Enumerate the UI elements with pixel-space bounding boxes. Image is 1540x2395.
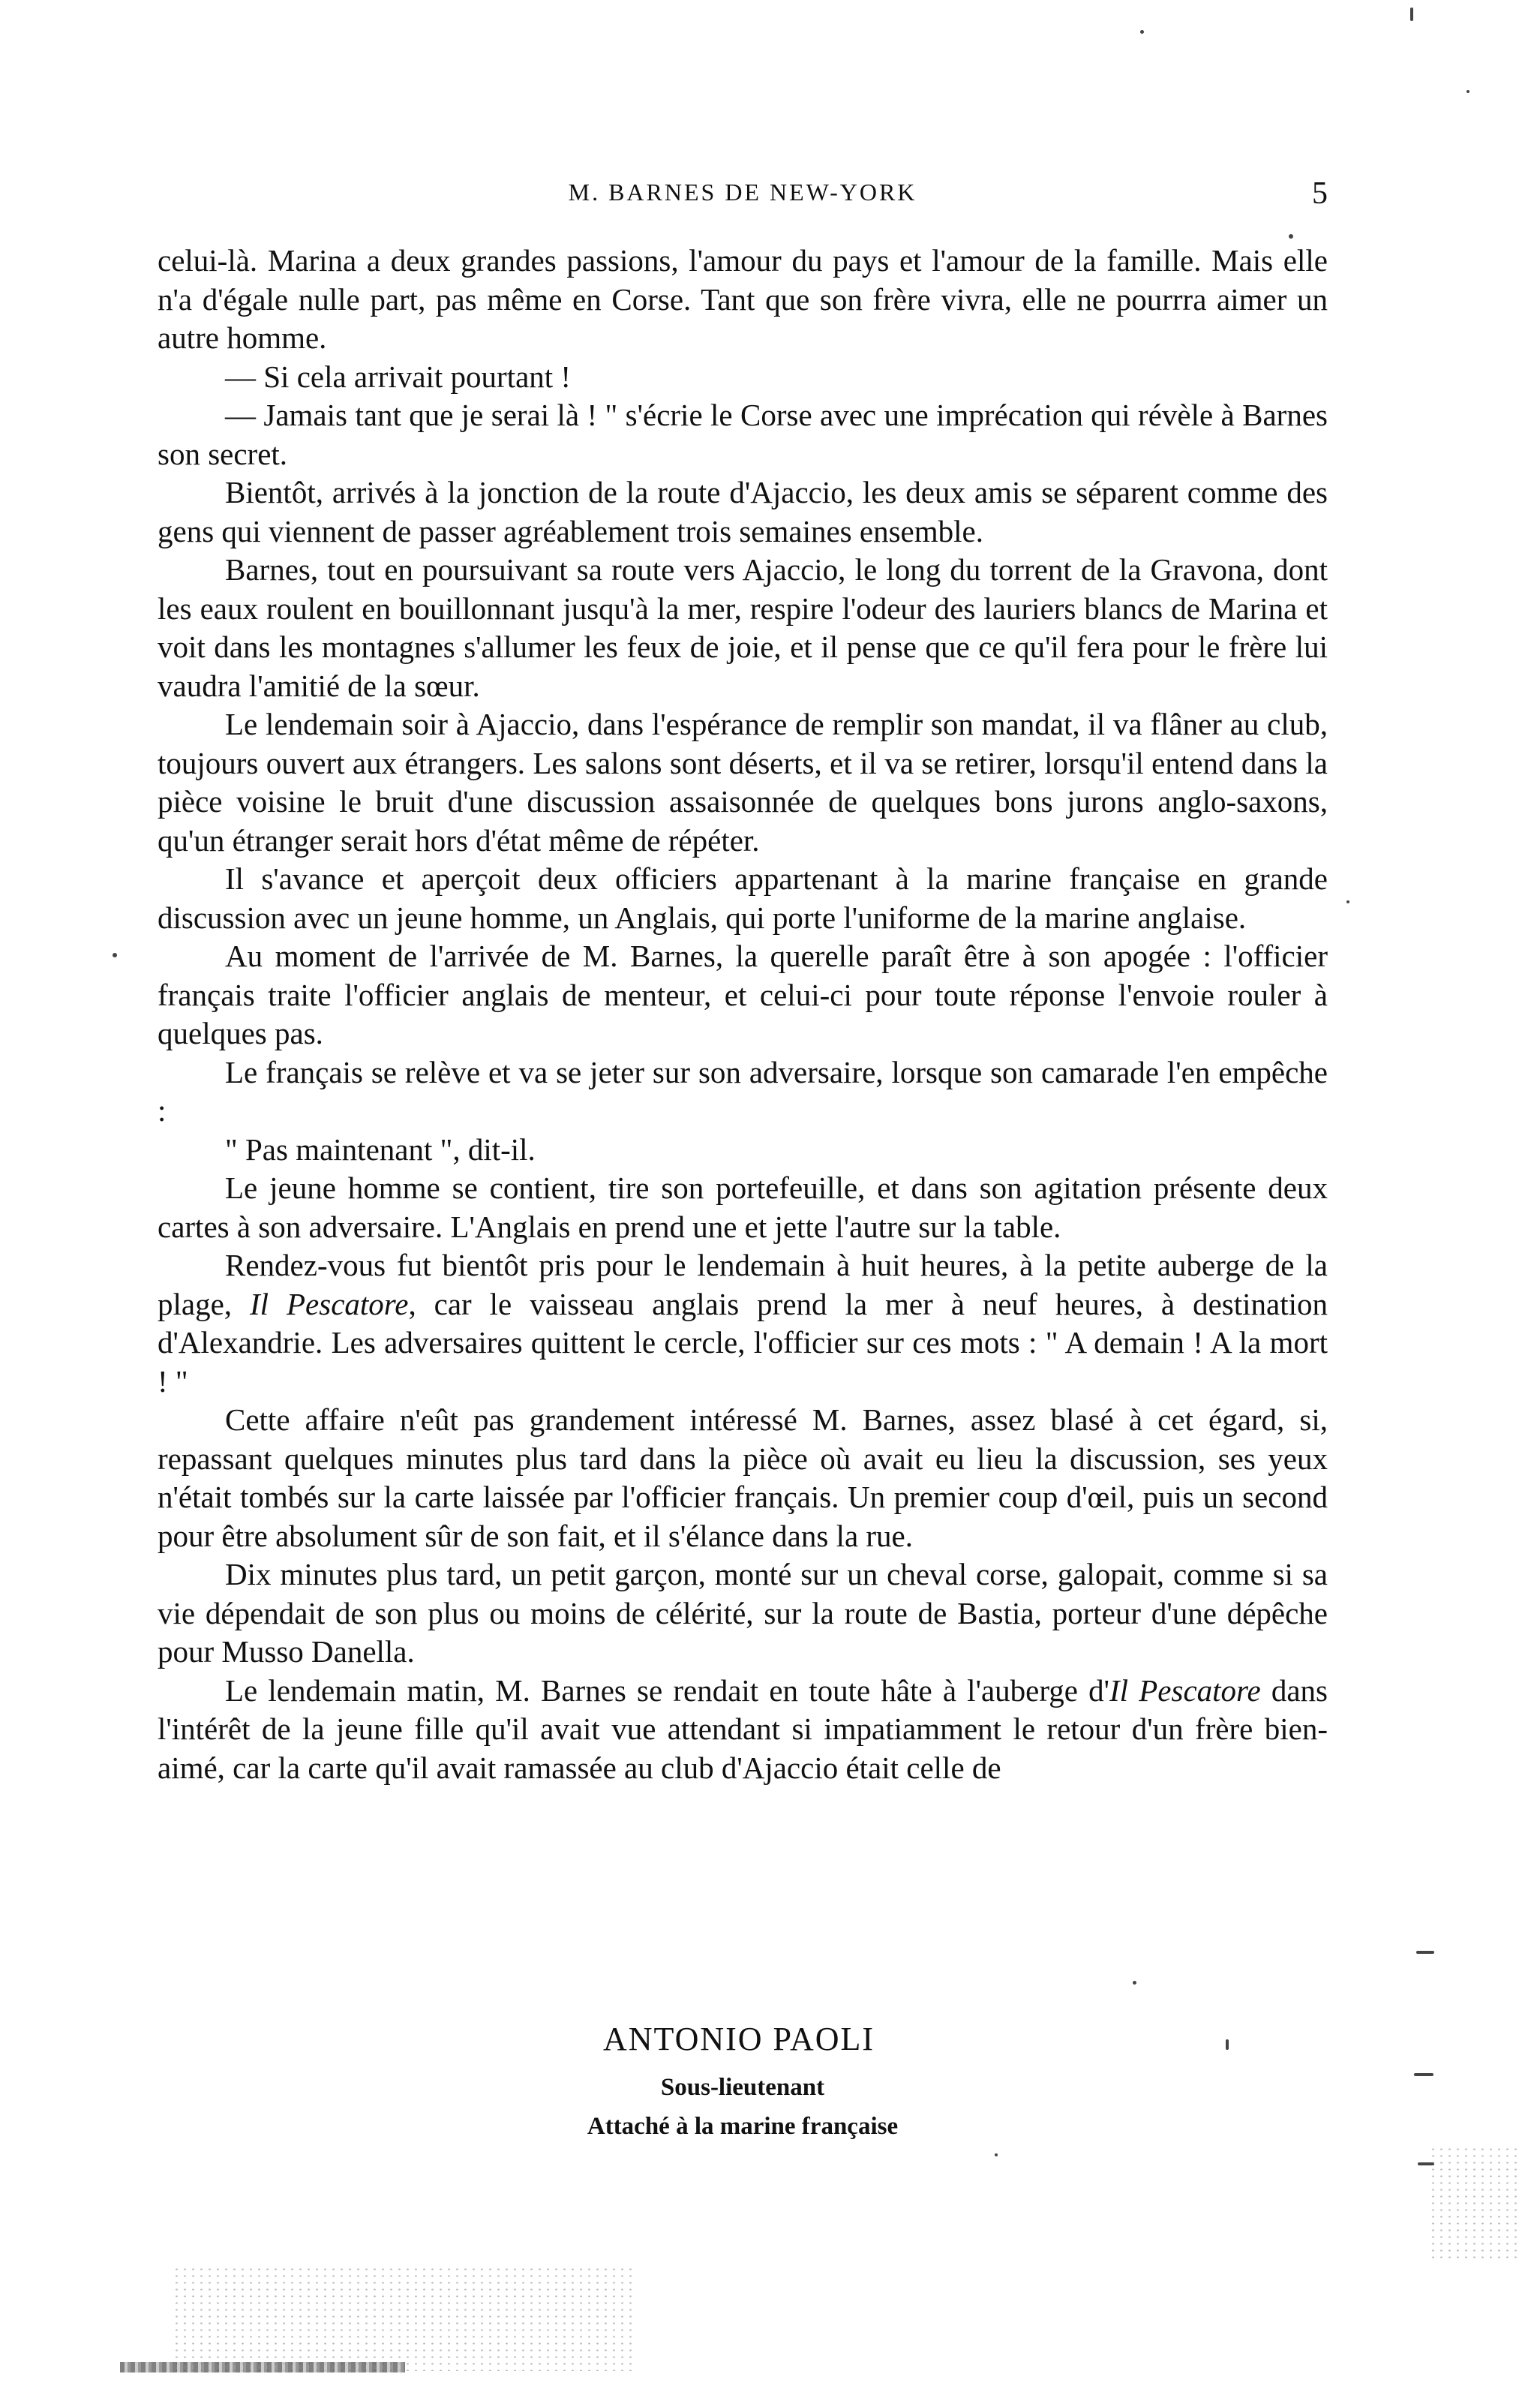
paragraph <box>158 1246 1328 1401</box>
paragraph: Le lendemain soir à Ajaccio, dans l'espérance de remplir son mandat, il va flâner au club, toujours ouvert aux étrangers. Les salons sont déserts, et il va se retirer, lorsqu'il entend dans la pièce voisine le bruit d'une discussion assaisonnée de quelques bons jurons anglo-saxons, qu'un étranger serait hors d'état même de répéter. <box>158 707 1328 858</box>
scan-edge <box>120 2362 405 2372</box>
paragraph: Dix minutes plus tard, un petit garçon, monté sur un cheval corse, galopait, comme si sa vie dépendait de son plus ou moins de célérité, sur la route de Bastia, porteur d'une dépêche pour Musso Danella. <box>158 1557 1328 1669</box>
scan-noise <box>1429 2146 1519 2258</box>
scan-speck <box>1410 8 1413 21</box>
running-head <box>158 176 1328 221</box>
paragraph: — Jamais tant que je serai là ! " s'écrie le Corse avec une imprécation qui révèle à Barnes son secret. <box>158 398 1328 471</box>
signature-rank: Sous-lieutenant <box>660 2074 825 2101</box>
paragraph: " Pas maintenant ", dit-il. <box>225 1131 536 1167</box>
paragraph-text: dans l'intérêt de la jeune fille qu'il avait vue attendant si impatiamment le retour d'un frère bien-aimé, car la carte qu'il avait ramassée au club d'Ajaccio était celle de <box>158 1672 1328 1785</box>
paragraph-text: , car le vaisseau anglais prend la mer à neuf heures, à destination d'Alexandrie. Les adversaires quittent le cercle, l'officier sur ces mots : " A demain ! A la mort ! " <box>158 1286 1328 1399</box>
scan-speck <box>1466 90 1469 93</box>
scan-speck <box>1346 900 1349 903</box>
scan-speck <box>1140 30 1144 34</box>
paragraph: — Si cela arrivait pourtant ! <box>225 359 572 394</box>
signature-block <box>158 2017 1328 2146</box>
scan-noise <box>173 2266 638 2371</box>
paragraph <box>158 1672 1328 1788</box>
italic-title: Il Pescatore <box>1109 1672 1261 1708</box>
body-text <box>158 242 1328 1787</box>
signature-post: Attaché à la marine française <box>587 2113 899 2140</box>
scan-speck <box>1133 1981 1136 1985</box>
paragraph: Bientôt, arrivés à la jonction de la route d'Ajaccio, les deux amis se séparent comme des gens qui viennent de passer agréablement trois semaines ensemble. <box>158 475 1328 548</box>
paragraph: Le jeune homme se contient, tire son portefeuille, et dans son agitation présente deux cartes à son adversaire. L'Anglais en prend une et jette l'autre sur la table. <box>158 1170 1328 1244</box>
scan-speck <box>1416 1951 1434 1954</box>
paragraph: Barnes, tout en poursuivant sa route vers Ajaccio, le long du torrent de la Gravona, dont les eaux roulent en bouillonnant jusqu'à la mer, respire l'odeur des lauriers blancs de Marina et voit dans les montagnes s'allumer les feux de joie, et il pense que ce qu'il fera pour le frère lui vaudra l'amitié de la sœur. <box>158 552 1328 703</box>
paragraph: Le français se relève et va se jeter sur son adversaire, lorsque son camarade l'en empêche : <box>158 1054 1328 1128</box>
scan-speck <box>995 2153 998 2156</box>
paragraph: Il s'avance et aperçoit deux officiers appartenant à la marine française en grande discussion avec un jeune homme, un Anglais, qui porte l'uniforme de la marine anglaise. <box>158 861 1328 935</box>
scan-speck <box>113 953 117 957</box>
italic-title: Il Pescatore <box>250 1286 409 1321</box>
signature-name: ANTONIO PAOLI <box>602 2021 875 2057</box>
paragraph: Au moment de l'arrivée de M. Barnes, la querelle paraît être à son apogée : l'officier français traite l'officier anglais de menteur, et celui-ci pour toute réponse l'envoie rouler à quelques pas. <box>158 939 1328 1050</box>
paragraph: celui-là. Marina a deux grandes passions, l'amour du pays et l'amour de la famille. Mais elle n'a d'égale nulle part, pas même en Corse. Tant que son frère vivra, elle ne pourrra aimer un autre homme. <box>158 243 1328 355</box>
scan-speck <box>1414 2073 1433 2076</box>
running-title: M. BARNES DE NEW-YORK <box>568 179 917 206</box>
paragraph: Cette affaire n'eût pas grandement intéressé M. Barnes, assez blasé à cet égard, si, repassant quelques minutes plus tard dans la pièce où avait eu lieu la discussion, ses yeux n'était tombés sur la carte laissée par l'officier français. Un premier coup d'œil, puis un second pour être absolument sûr de son fait, et il s'élance dans la rue. <box>158 1402 1328 1553</box>
paragraph-text: Rendez-vous fut bientôt pris pour le lendemain à huit heures, à la petite auberge de la plage, <box>158 1248 1328 1321</box>
paragraph-text: Le lendemain matin, M. Barnes se rendait en toute hâte à l'auberge d' <box>225 1672 1110 1708</box>
page-number: 5 <box>1312 176 1328 211</box>
scan-speck <box>1289 234 1293 239</box>
scan-speck <box>1226 2039 1229 2050</box>
